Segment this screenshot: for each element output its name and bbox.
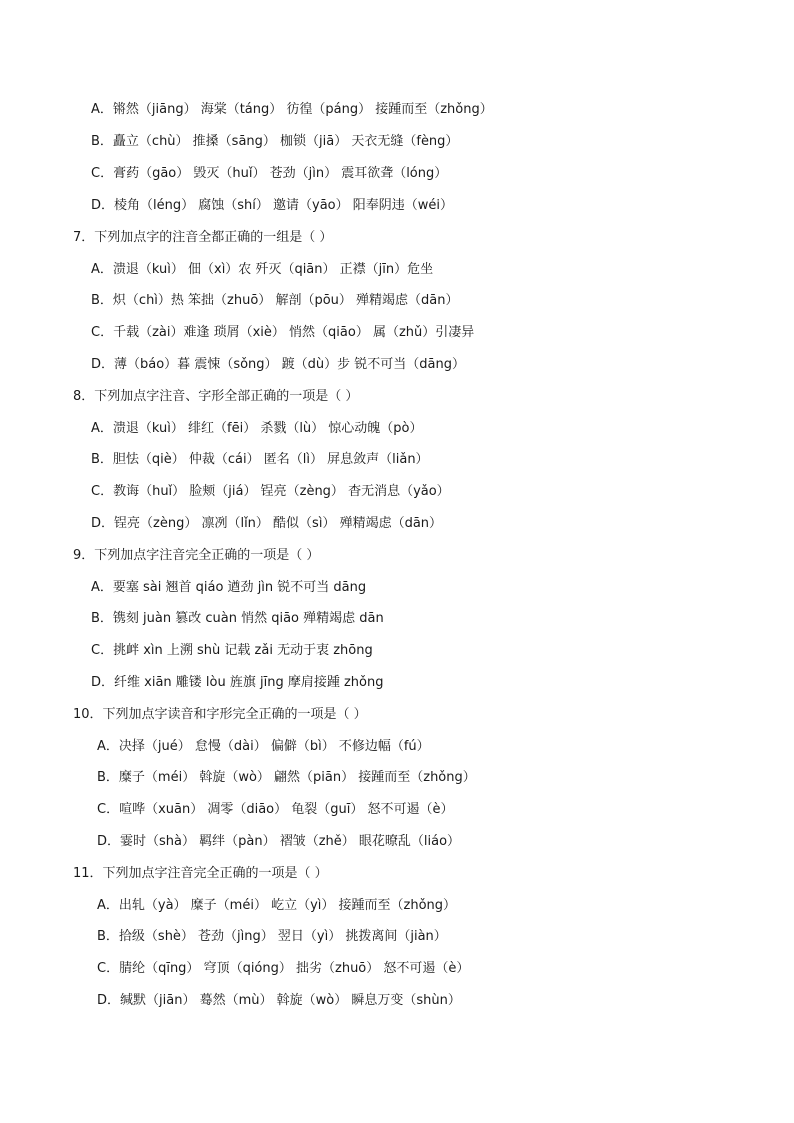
option-line: C．挑衅 xìn 上溯 shù 记载 zǎi 无动于衷 zhōng <box>91 643 373 658</box>
option-line: B．拾级（shè） 苍劲（jìng） 翌日（yì） 挑拨离间（jiàn） <box>97 929 447 944</box>
option-line: C．腈纶（qīng） 穹顶（qióng） 拙劣（zhuō） 怒不可遏（è） <box>97 961 470 976</box>
question-10: 10．下列加点字读音和字形完全正确的一项是（ ） <box>73 707 367 722</box>
option-line: C．教诲（huǐ） 脸颊（jiá） 锃亮（zèng） 杳无消息（yǎo） <box>91 484 450 499</box>
option-line: D．霎时（shà） 羁绊（pàn） 褶皱（zhě） 眼花暸乱（liáo） <box>97 834 461 849</box>
option-line: C．千载（zài）难逢 琐屑（xiè） 悄然（qiāo） 属（zhǔ）引凄异 <box>91 325 475 340</box>
option-line: B．糜子（méi） 斡旋（wò） 翩然（piān） 接踵而至（zhǒng） <box>97 770 476 785</box>
option-line: A．溃退（kuì） 佃（xì）农 歼灭（qiān） 正襟（jīn）危坐 <box>91 262 434 277</box>
question-7: 7．下列加点字的注音全都正确的一组是（ ） <box>73 230 333 245</box>
option-line: C．喧哗（xuān） 凋零（diāo） 龟裂（guī） 怒不可遏（è） <box>97 802 454 817</box>
question-11: 11．下列加点字注音完全正确的一项是（ ） <box>73 866 328 881</box>
option-line: D．薄（báo）暮 震悚（sǒng） 踱（dù）步 锐不可当（dāng） <box>91 357 465 372</box>
option-line: B．镌刻 juàn 篡改 cuàn 悄然 qiāo 殚精竭虑 dān <box>91 611 384 626</box>
option-line: C．膏药（gāo） 毁灭（huǐ） 苍劲（jìn） 震耳欲聋（lóng） <box>91 166 448 181</box>
option-line: A．决择（jué） 怠慢（dài） 偏僻（bì） 不修边幅（fú） <box>97 739 430 754</box>
option-line: A．溃退（kuì） 绯红（fēi） 杀戮（lù） 惊心动魄（pò） <box>91 421 423 436</box>
option-line: B．胆怯（qiè） 仲裁（cái） 匿名（lì） 屏息敛声（liǎn） <box>91 452 429 467</box>
option-line: B．炽（chì）热 笨拙（zhuō） 解剖（pōu） 殚精竭虑（dān） <box>91 293 459 308</box>
option-line: B．矗立（chù） 推搡（sāng） 枷锁（jiā） 天衣无缝（fèng） <box>91 134 459 149</box>
option-line: D．棱角（léng） 腐蚀（shí） 邀请（yāo） 阳奉阴违（wéi） <box>91 198 453 213</box>
question-9: 9．下列加点字注音完全正确的一项是（ ） <box>73 548 320 563</box>
option-line: A．要塞 sài 翘首 qiáo 遒劲 jìn 锐不可当 dāng <box>91 580 367 595</box>
question-8: 8．下列加点字注音、字形全部正确的一项是（ ） <box>73 389 359 404</box>
option-line: D．纤维 xiān 雕镂 lòu 旌旗 jīng 摩肩接踵 zhǒng <box>91 675 384 690</box>
option-line: A．出轧（yà） 糜子（méi） 屹立（yì） 接踵而至（zhǒng） <box>97 898 457 913</box>
option-line: D．锃亮（zèng） 凛冽（lǐn） 酷似（sì） 殚精竭虑（dān） <box>91 516 443 531</box>
option-line: A．锵然（jiāng） 海棠（táng） 彷徨（páng） 接踵而至（zhǒng） <box>91 102 493 117</box>
option-line: D．缄默（jiān） 蓦然（mù） 斡旋（wò） 瞬息万变（shùn） <box>97 993 461 1008</box>
